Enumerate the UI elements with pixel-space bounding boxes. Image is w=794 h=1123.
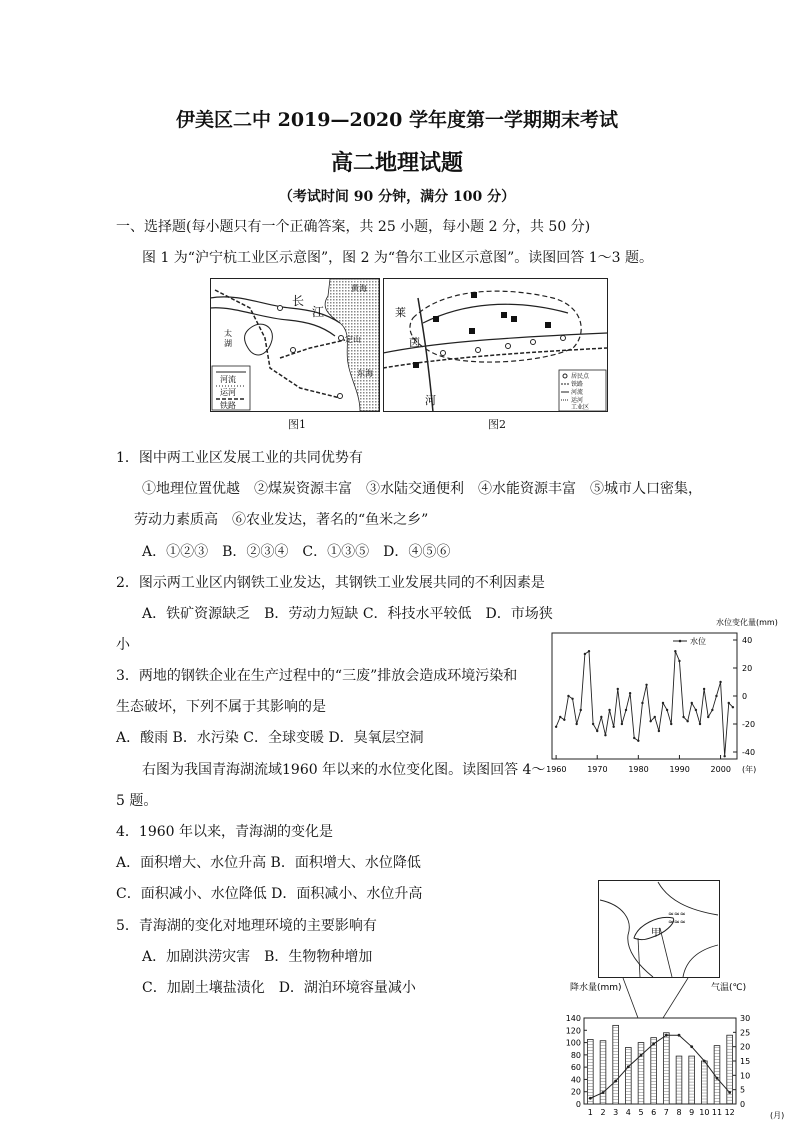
month-label: 1	[587, 1108, 593, 1117]
svg-text:≈≈≈: ≈≈≈	[668, 918, 686, 926]
left-tick-label: 20	[570, 1087, 581, 1097]
chart-legend: 水位	[690, 637, 706, 646]
q4-choices-ab: A．面积增大、水位升高 B．面积增大、水位降低	[116, 855, 421, 871]
temp-point	[678, 1034, 681, 1037]
location-map	[598, 880, 720, 978]
chart-title: 水位变化量(mm)	[716, 618, 778, 627]
svg-text:≈≈≈: ≈≈≈	[668, 910, 686, 918]
q1-options-2: 劳动力素质高 ⑥农业发达，著名的“鱼米之乡”	[134, 512, 429, 528]
data-point	[608, 709, 610, 711]
month-label: 9	[689, 1108, 695, 1117]
legend-river: 河流	[220, 375, 236, 384]
label-he: 河	[425, 394, 436, 407]
right-tick-label: 25	[740, 1028, 751, 1038]
label-taihu-1: 太	[224, 329, 232, 338]
q5-choices-cd: C．加剧土壤盐渍化 D．湖泊环境容量减小	[142, 980, 416, 996]
data-point	[658, 730, 660, 732]
data-point	[588, 650, 590, 652]
section-intro: 图 1 为“沪宁杭工业区示意图”，图 2 为“鲁尔工业区示意图”。读图回答 1～3 题。	[142, 250, 653, 266]
temp-point	[627, 1065, 630, 1068]
section-heading: 一、选择题(每小题只有一个正确答案，共 25 小题，每小题 2 分，共 50 分)	[116, 219, 591, 235]
data-point	[596, 730, 598, 732]
temp-point	[716, 1077, 719, 1080]
data-point	[674, 650, 676, 652]
right-tick-label: 5	[740, 1085, 746, 1095]
data-point	[580, 709, 582, 711]
data-point	[612, 726, 614, 728]
data-point	[699, 723, 701, 725]
figure1-map	[210, 278, 380, 412]
data-point	[629, 692, 631, 694]
data-point	[592, 723, 594, 725]
label-taihu-2: 湖	[224, 339, 232, 348]
legend-canal2: 运河	[571, 397, 584, 404]
figure1-caption: 图1	[288, 418, 306, 431]
data-point	[682, 716, 684, 718]
data-point	[584, 653, 586, 655]
month-label: 10	[699, 1108, 710, 1117]
climate-xlabel: (月)	[770, 1111, 785, 1120]
left-tick-label: 140	[565, 1014, 581, 1023]
data-point	[711, 709, 713, 711]
data-point	[641, 702, 643, 704]
data-point	[649, 720, 651, 722]
left-tick-label: 0	[575, 1100, 581, 1109]
data-point	[732, 706, 734, 708]
label-changjiang-1: 长	[292, 294, 305, 308]
data-point	[678, 660, 680, 662]
x-tick-label: 1980	[628, 765, 649, 774]
temp-point	[703, 1060, 706, 1063]
precip-bar	[651, 1038, 657, 1104]
data-point	[670, 723, 672, 725]
legend-river2: 河流	[571, 389, 584, 396]
data-point	[555, 726, 557, 728]
precip-bar	[625, 1047, 631, 1104]
intro2-line1: 右图为我国青海湖流域1960 年以来的水位变化图。读图回答 4～	[142, 762, 546, 778]
q1-stem: 1．图中两工业区发展工业的共同优势有	[116, 450, 363, 466]
precip-bar	[689, 1056, 695, 1104]
figure2-map	[383, 278, 608, 412]
legend-railway: 铁路	[220, 401, 236, 410]
data-point	[719, 681, 721, 683]
q5-stem: 5．青海湖的变化对地理环境的主要影响有	[116, 918, 377, 934]
q5-choices-ab: A．加剧洪涝灾害 B．生物物种增加	[142, 949, 373, 965]
temp-point	[690, 1045, 693, 1048]
data-point	[604, 734, 606, 736]
legend-zone: 工业区	[571, 404, 590, 411]
intro2-line2: 5 题。	[116, 793, 158, 809]
x-tick-label: 1990	[669, 765, 690, 774]
x-tick-label: 2000	[710, 765, 731, 774]
right-tick-label: 0	[740, 1100, 746, 1109]
temp-point	[665, 1034, 668, 1037]
right-tick-label: 30	[740, 1014, 751, 1023]
q4-choices-cd: C．面积减小、水位降低 D．面积减小、水位升高	[116, 886, 423, 902]
data-point	[575, 723, 577, 725]
data-point	[625, 709, 627, 711]
data-point	[571, 698, 573, 700]
left-tick-label: 40	[570, 1075, 581, 1085]
left-tick-label: 60	[570, 1063, 581, 1073]
label-lai: 莱	[395, 306, 406, 319]
temp-point	[614, 1080, 617, 1083]
month-label: 6	[651, 1108, 657, 1117]
precip-bar	[600, 1041, 606, 1104]
precip-bar	[701, 1061, 707, 1104]
label-dingshan: 定山	[345, 335, 361, 344]
climate-frame	[584, 1018, 736, 1104]
legend-canal: 运河	[220, 388, 236, 397]
temp-point	[652, 1042, 655, 1045]
right-tick-label: 20	[740, 1042, 751, 1052]
month-label: 3	[613, 1108, 619, 1117]
data-point	[559, 716, 561, 718]
legend-settlement: 居民点	[571, 373, 590, 380]
q1-options-1: ①地理位置优越 ②煤炭资源丰富 ③水陆交通便利 ④水能资源丰富 ⑤城市人口密集，	[142, 481, 702, 497]
temp-point	[589, 1097, 592, 1100]
data-point	[666, 709, 668, 711]
x-tick-label: 1970	[587, 765, 608, 774]
label-yin: 茵	[409, 336, 420, 349]
temp-point	[728, 1091, 731, 1094]
water-level-series	[556, 651, 733, 756]
climate-chart	[548, 978, 794, 1123]
q2-stem: 2．图示两工业区内钢铁工业发达，其钢铁工业发展共同的不利因素是	[116, 575, 545, 591]
label-changjiang-2: 江	[312, 305, 325, 319]
data-point	[715, 695, 717, 697]
exam-title: 伊美区二中 2019—2020 学年度第一学期期末考试	[176, 109, 618, 131]
right-tick-label: 10	[740, 1071, 751, 1081]
legend-rail: 铁路	[571, 381, 584, 388]
data-point	[563, 719, 565, 721]
chart-xlabel: (年)	[742, 765, 757, 774]
data-point	[633, 737, 635, 739]
y-tick-label: -20	[742, 720, 756, 729]
data-point	[617, 688, 619, 690]
label-donghai: 东海	[357, 369, 373, 378]
temperature-series	[590, 1035, 729, 1098]
precip-bar	[638, 1043, 644, 1104]
precip-bar	[663, 1033, 669, 1104]
y-tick-label: 0	[742, 692, 748, 701]
data-point	[621, 723, 623, 725]
data-point	[600, 716, 602, 718]
exam-subject: 高二地理试题	[330, 150, 463, 176]
precip-bar	[676, 1056, 682, 1104]
data-point	[691, 702, 693, 704]
exam-note: （考试时间 90 分钟，满分 100 分）	[278, 189, 516, 205]
data-point	[637, 740, 639, 742]
month-label: 11	[711, 1108, 723, 1117]
q3-choices: A．酸雨 B．水污染 C．全球变暖 D．臭氧层空洞	[116, 730, 424, 746]
q4-stem: 4．1960 年以来，青海湖的变化是	[116, 824, 333, 840]
data-point	[703, 688, 705, 690]
data-point	[695, 709, 697, 711]
q2-choices: A．铁矿资源缺乏 B．劳动力短缺 C．科技水平较低 D．市场狭	[142, 606, 553, 622]
water-level-chart	[540, 615, 780, 780]
temp-point	[640, 1054, 643, 1057]
month-label: 8	[676, 1108, 682, 1117]
data-point	[662, 702, 664, 704]
month-label: 7	[663, 1108, 669, 1117]
month-label: 5	[638, 1108, 644, 1117]
label-jia: 甲	[651, 928, 661, 939]
y-tick-label: 40	[742, 636, 753, 645]
data-point	[723, 755, 725, 757]
y-tick-label: -40	[742, 748, 756, 757]
left-tick-label: 80	[570, 1050, 581, 1060]
q1-choices: A．①②③ B．②③④ C．①③⑤ D．④⑤⑥	[142, 544, 451, 560]
data-point	[707, 716, 709, 718]
q3-stem-2: 生态破坏，下列不属于其影响的是	[116, 699, 326, 715]
left-tick-label: 120	[565, 1026, 581, 1036]
label-huanghai: 黄海	[351, 284, 367, 293]
figure2-caption: 图2	[488, 418, 506, 431]
x-tick-label: 1960	[546, 765, 567, 774]
temp-point	[602, 1091, 605, 1094]
y-tick-label: 20	[742, 664, 753, 673]
climate-title-left: 降水量(mm)	[570, 983, 622, 993]
chart-frame	[552, 633, 737, 759]
climate-title-right: 气温(℃)	[711, 983, 747, 993]
precip-bar	[613, 1025, 619, 1104]
q2-choices-wrap: 小	[116, 637, 130, 653]
data-point	[654, 716, 656, 718]
q3-stem-1: 3．两地的钢铁企业在生产过程中的“三废”排放会造成环境污染和	[116, 668, 518, 684]
month-label: 4	[625, 1108, 631, 1117]
data-point	[645, 684, 647, 686]
left-tick-label: 100	[565, 1038, 581, 1048]
right-tick-label: 15	[740, 1057, 751, 1066]
data-point	[686, 720, 688, 722]
precip-bar	[587, 1040, 593, 1105]
data-point	[728, 702, 730, 704]
data-point	[567, 695, 569, 697]
month-label: 12	[724, 1108, 735, 1117]
month-label: 2	[600, 1108, 606, 1117]
